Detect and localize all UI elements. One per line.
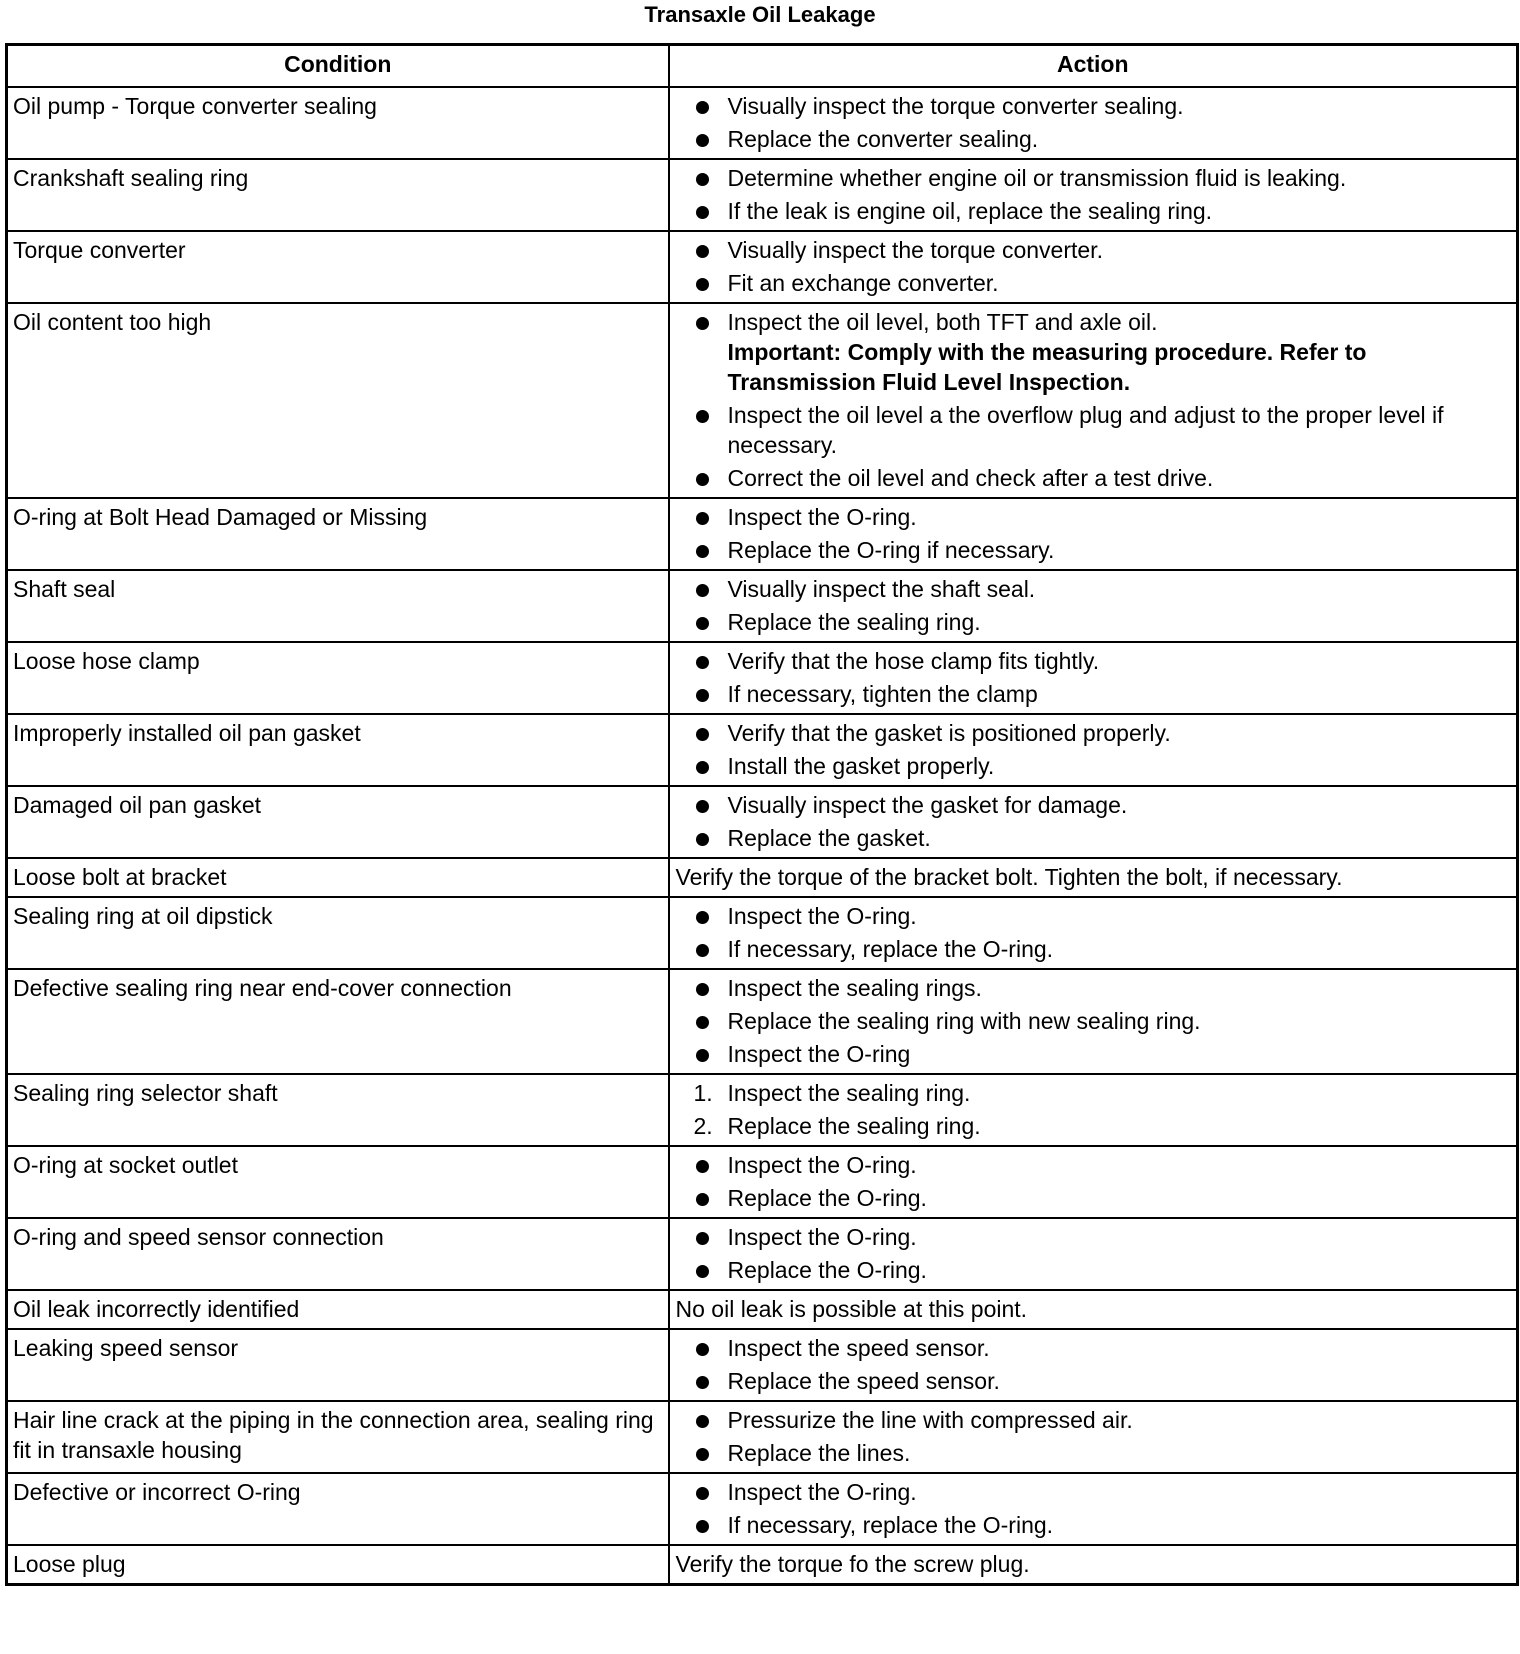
condition-cell: Torque converter (7, 231, 669, 303)
action-cell (669, 303, 1518, 498)
condition-cell: Defective sealing ring near end-cover connection (7, 969, 669, 1074)
action-cell: No oil leak is possible at this point. (669, 1290, 1518, 1329)
condition-cell: Oil pump - Torque converter sealing (7, 87, 669, 159)
action-item-text: Inspect the sealing ring. (727, 1080, 971, 1106)
condition-cell: Sealing ring at oil dipstick (7, 897, 669, 969)
action-cell (669, 1473, 1518, 1545)
step-number: 1. (693, 1080, 713, 1106)
condition-cell: Shaft seal (7, 570, 669, 642)
table-row (7, 303, 1518, 498)
table-title: Transaxle Oil Leakage (644, 2, 876, 27)
action-item: Verify that the gasket is positioned properly. (676, 718, 1511, 748)
action-list (676, 1078, 1511, 1141)
action-item: Replace the speed sensor. (676, 1366, 1511, 1396)
action-item: Inspect the sealing rings. (676, 973, 1511, 1003)
step-number: 2. (693, 1113, 713, 1139)
table-row (7, 1290, 1518, 1329)
condition-cell: O-ring and speed sensor connection (7, 1218, 669, 1290)
table-row (7, 1329, 1518, 1401)
table-row (7, 1074, 1518, 1146)
action-list (676, 901, 1511, 964)
action-cell (669, 897, 1518, 969)
action-item: If the leak is engine oil, replace the sealing ring. (676, 196, 1511, 226)
action-item: Visually inspect the torque converter sealing. (676, 91, 1511, 121)
action-list (676, 718, 1511, 781)
action-cell (669, 231, 1518, 303)
action-item: Replace the lines. (676, 1438, 1511, 1468)
action-item: Visually inspect the torque converter. (676, 235, 1511, 265)
table-row (7, 858, 1518, 897)
action-item: Visually inspect the shaft seal. (676, 574, 1511, 604)
table-row (7, 231, 1518, 303)
table-row (7, 570, 1518, 642)
action-list (676, 1222, 1511, 1285)
action-item: Verify that the hose clamp fits tightly. (676, 646, 1511, 676)
oil-leakage-table (5, 43, 1519, 1586)
action-item: Inspect the O-ring. (676, 1150, 1511, 1180)
action-item: Pressurize the line with compressed air. (676, 1405, 1511, 1435)
condition-cell: Oil content too high (7, 303, 669, 498)
action-list (676, 235, 1511, 298)
action-item: Inspect the O-ring. (676, 1222, 1511, 1252)
important-note: Important: Comply with the measuring procedure. Refer to Transmission Fluid Level Inspection. (727, 339, 1367, 395)
action-item: Correct the oil level and check after a test drive. (676, 463, 1511, 493)
condition-cell: Damaged oil pan gasket (7, 786, 669, 858)
action-cell: Verify the torque fo the screw plug. (669, 1545, 1518, 1585)
action-item: If necessary, replace the O-ring. (676, 1510, 1511, 1540)
action-cell (669, 159, 1518, 231)
action-cell (669, 87, 1518, 159)
action-item (676, 1111, 1511, 1141)
action-header: Action (669, 45, 1518, 88)
table-row (7, 969, 1518, 1074)
table-row (7, 1473, 1518, 1545)
condition-cell: Hair line crack at the piping in the connection area, sealing ring fit in transaxle housing (7, 1401, 669, 1473)
action-list (676, 646, 1511, 709)
action-item: Replace the O-ring. (676, 1255, 1511, 1285)
table-row (7, 786, 1518, 858)
table-row (7, 159, 1518, 231)
action-list (676, 163, 1511, 226)
action-cell (669, 498, 1518, 570)
condition-cell: O-ring at Bolt Head Damaged or Missing (7, 498, 669, 570)
table-row (7, 498, 1518, 570)
condition-cell: Oil leak incorrectly identified (7, 1290, 669, 1329)
table-row (7, 1146, 1518, 1218)
action-item: Replace the gasket. (676, 823, 1511, 853)
action-list (676, 574, 1511, 637)
condition-header: Condition (7, 45, 669, 88)
table-row (7, 1218, 1518, 1290)
condition-cell: O-ring at socket outlet (7, 1146, 669, 1218)
action-cell (669, 1329, 1518, 1401)
table-row (7, 642, 1518, 714)
action-item: Replace the converter sealing. (676, 124, 1511, 154)
action-cell (669, 570, 1518, 642)
action-item: Inspect the O-ring (676, 1039, 1511, 1069)
action-item: Visually inspect the gasket for damage. (676, 790, 1511, 820)
condition-cell: Crankshaft sealing ring (7, 159, 669, 231)
action-list (676, 307, 1511, 493)
condition-cell: Improperly installed oil pan gasket (7, 714, 669, 786)
action-item (676, 307, 1511, 397)
action-item: Inspect the O-ring. (676, 1477, 1511, 1507)
action-cell (669, 642, 1518, 714)
table-row (7, 1545, 1518, 1585)
action-item: If necessary, replace the O-ring. (676, 934, 1511, 964)
header-row (7, 45, 1518, 88)
action-item: Replace the sealing ring. (676, 607, 1511, 637)
action-item: If necessary, tighten the clamp (676, 679, 1511, 709)
action-cell (669, 786, 1518, 858)
condition-cell: Defective or incorrect O-ring (7, 1473, 669, 1545)
action-cell (669, 714, 1518, 786)
action-cell (669, 1074, 1518, 1146)
condition-cell: Loose plug (7, 1545, 669, 1585)
condition-cell: Leaking speed sensor (7, 1329, 669, 1401)
action-item: Inspect the O-ring. (676, 901, 1511, 931)
action-list (676, 973, 1511, 1069)
condition-cell: Loose bolt at bracket (7, 858, 669, 897)
action-cell (669, 1401, 1518, 1473)
action-item: Determine whether engine oil or transmission fluid is leaking. (676, 163, 1511, 193)
action-item: Inspect the oil level a the overflow plug and adjust to the proper level if necessary. (676, 400, 1511, 460)
table-row (7, 714, 1518, 786)
table-body (7, 87, 1518, 1585)
action-list (676, 1477, 1511, 1540)
table-row (7, 87, 1518, 159)
action-list (676, 502, 1511, 565)
action-item-text: Inspect the oil level, both TFT and axle oil. (727, 309, 1158, 335)
action-item-text: Replace the sealing ring. (727, 1113, 981, 1139)
action-item (676, 1078, 1511, 1108)
table-row (7, 1401, 1518, 1473)
action-item: Replace the O-ring. (676, 1183, 1511, 1213)
action-list (676, 1333, 1511, 1396)
action-list (676, 1150, 1511, 1213)
action-item: Fit an exchange converter. (676, 268, 1511, 298)
action-item: Replace the sealing ring with new sealing ring. (676, 1006, 1511, 1036)
action-list (676, 1405, 1511, 1468)
action-cell (669, 969, 1518, 1074)
action-cell: Verify the torque of the bracket bolt. Tighten the bolt, if necessary. (669, 858, 1518, 897)
action-item: Inspect the O-ring. (676, 502, 1511, 532)
action-list (676, 91, 1511, 154)
action-cell (669, 1218, 1518, 1290)
action-cell (669, 1146, 1518, 1218)
action-list (676, 790, 1511, 853)
table-row (7, 897, 1518, 969)
action-item: Replace the O-ring if necessary. (676, 535, 1511, 565)
condition-cell: Sealing ring selector shaft (7, 1074, 669, 1146)
action-item: Inspect the speed sensor. (676, 1333, 1511, 1363)
action-item: Install the gasket properly. (676, 751, 1511, 781)
condition-cell: Loose hose clamp (7, 642, 669, 714)
